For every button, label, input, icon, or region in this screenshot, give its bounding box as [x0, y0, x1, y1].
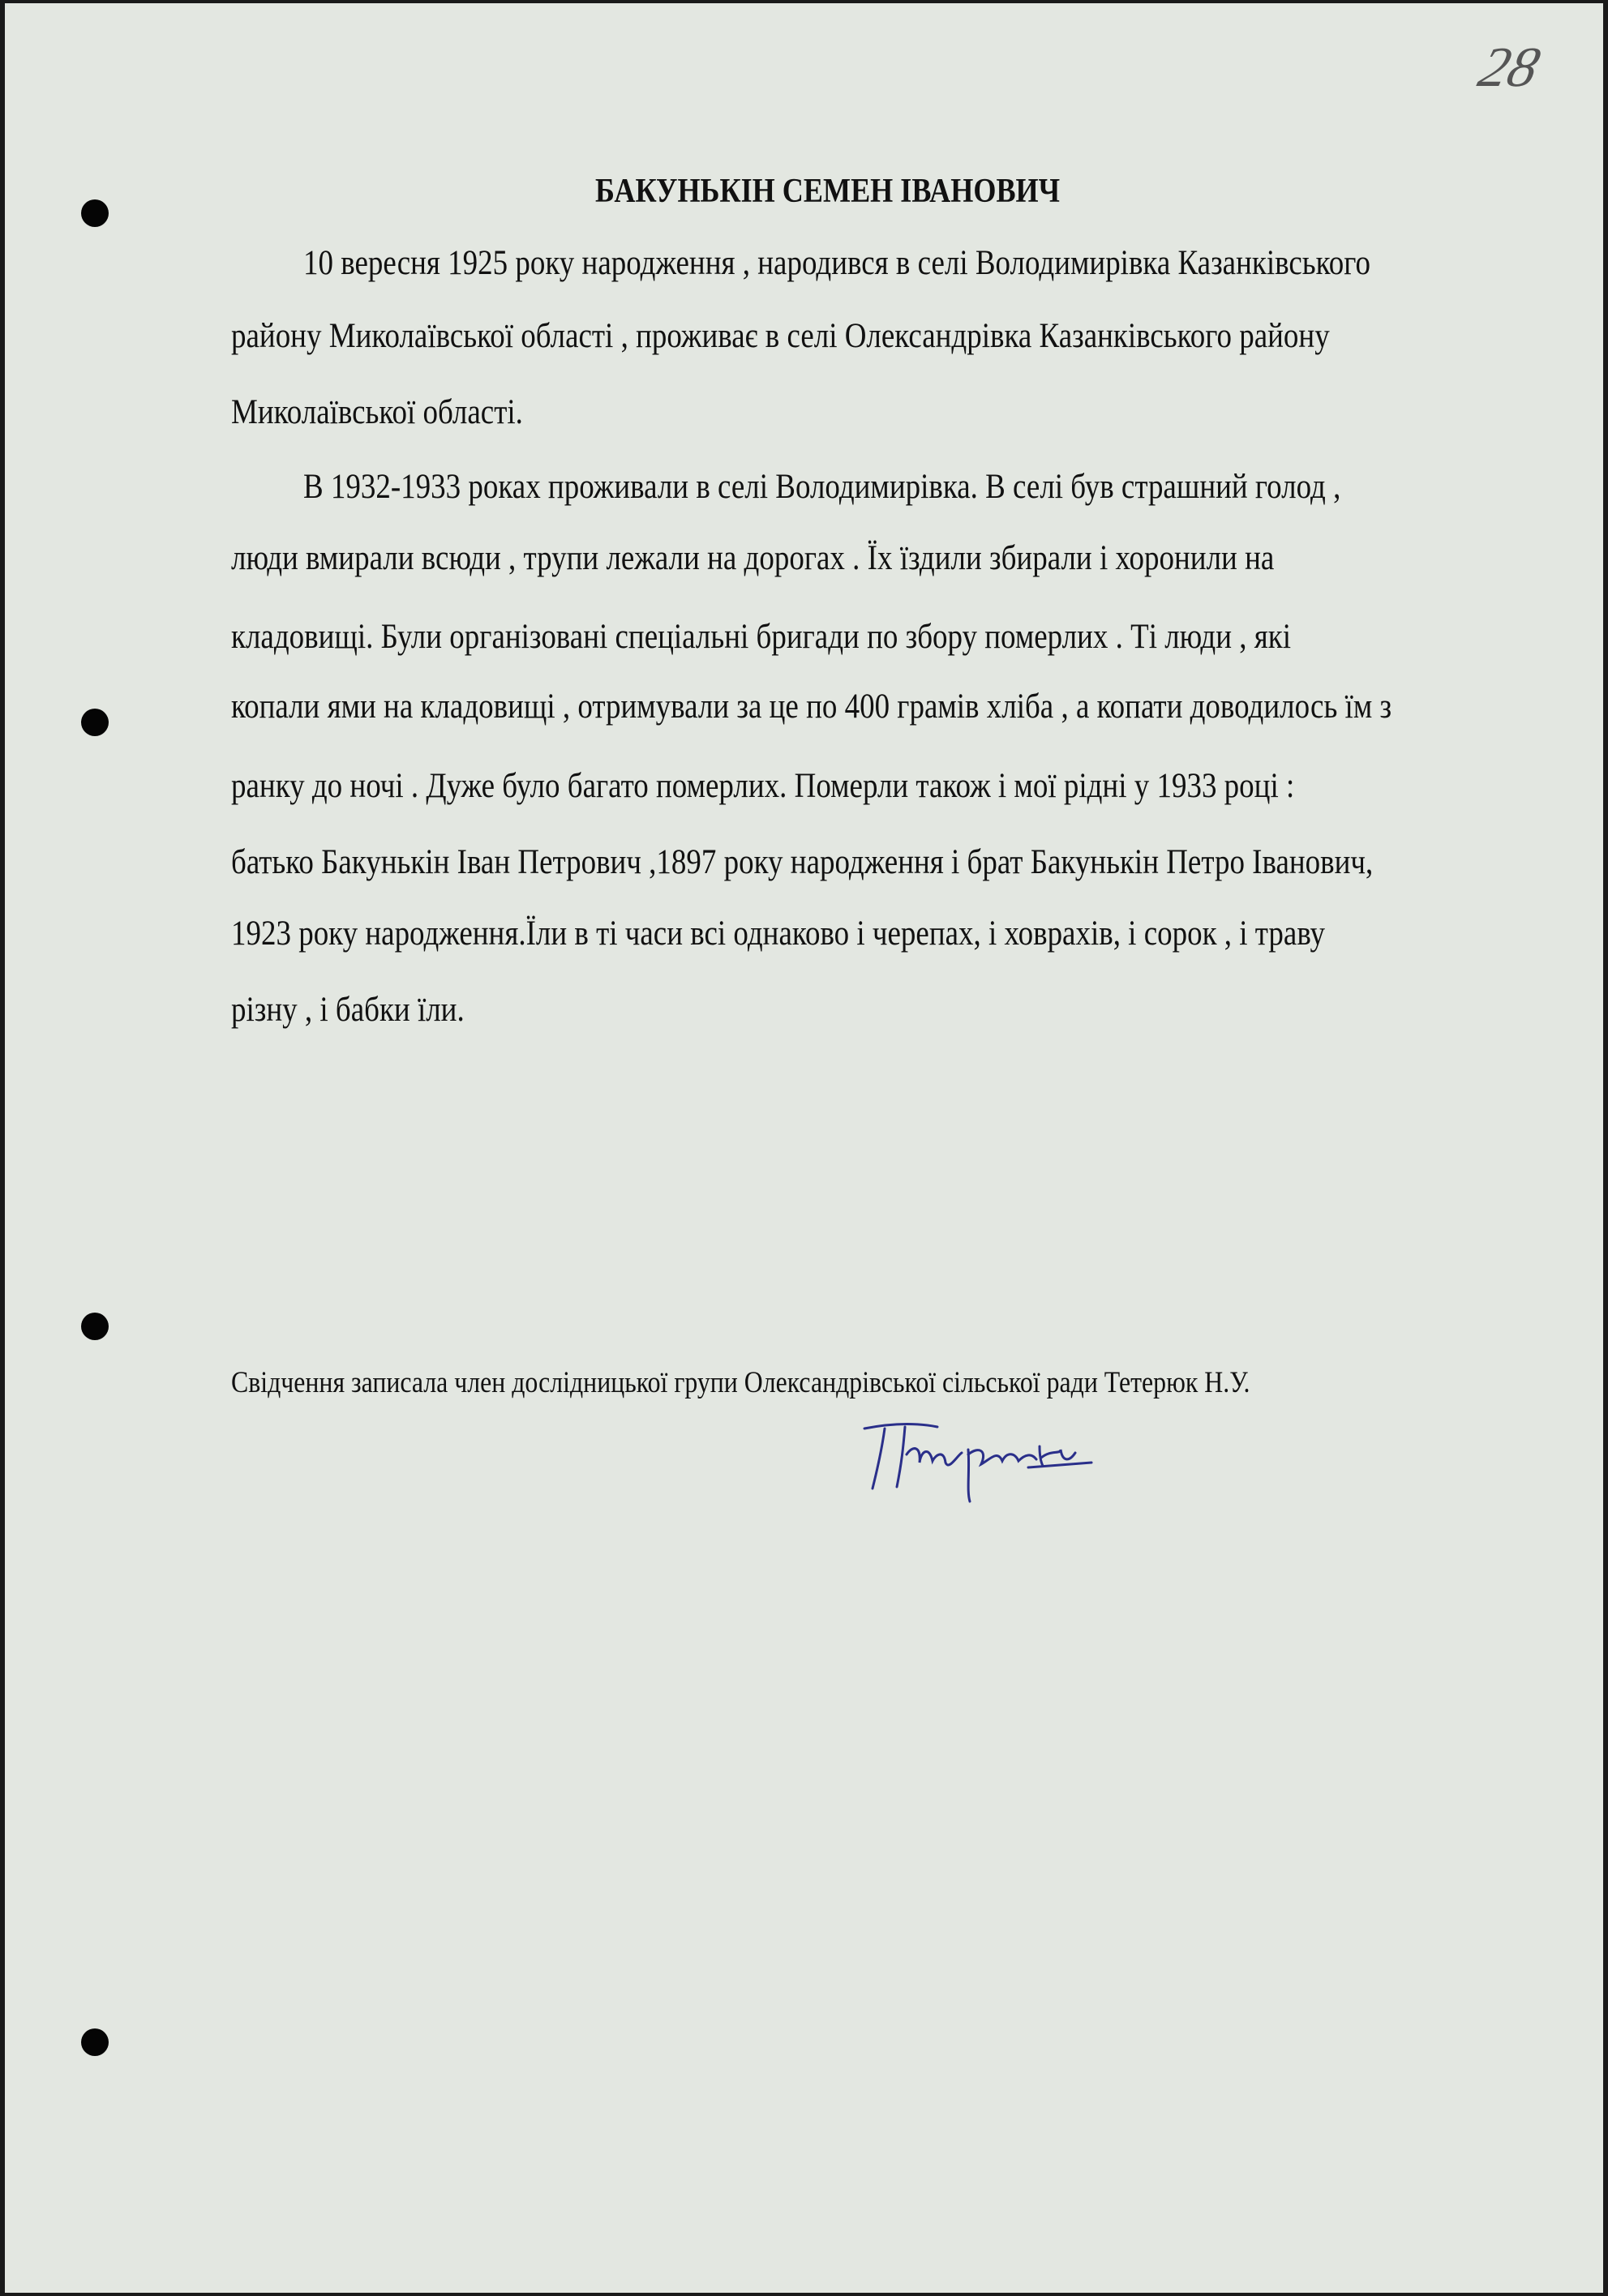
- text-line: батько Бакунькін Іван Петрович ,1897 року народження і брат Бакунькін Петро Іванович,: [231, 843, 1374, 881]
- page-number: 28: [1472, 36, 1546, 99]
- text-line: 1923 року народження.Їли в ті часи всі однаково і черепах, і ховрахів, і сорок , і траву: [231, 915, 1326, 953]
- text-line: копали ями на кладовищі , отримували за це по 400 грамів хліба , а копати доводилось їм з: [231, 688, 1392, 726]
- text-line: ранку до ночі . Дуже було багато померлих. Померли також і мої рідні у 1933 році :: [231, 767, 1295, 805]
- text-line: 10 вересня 1925 року народження , народився в селі Володимирівка Казанківського: [303, 244, 1370, 282]
- text-line: різну , і бабки їли.: [231, 991, 465, 1029]
- document-title: БАКУНЬКІН СЕМЕН ІВАНОВИЧ: [595, 173, 1061, 210]
- signature: [848, 1414, 1124, 1503]
- text-line: В 1932-1933 роках проживали в селі Володимирівка. В селі був страшний голод ,: [303, 468, 1341, 506]
- document-page: [5, 3, 1603, 2293]
- footer-note: Свідчення записала член дослідницької групи Олександрівської сільської ради Тетерюк Н.У.: [231, 1366, 1250, 1399]
- punch-hole: [81, 2028, 109, 2056]
- text-line: кладовищі. Були організовані спеціальні бригади по збору померлих . Ті люди , які: [231, 618, 1292, 656]
- text-line: району Миколаївської області , проживає в селі Олександрівка Казанківського району: [231, 317, 1330, 355]
- punch-hole: [81, 199, 109, 227]
- punch-hole: [81, 709, 109, 736]
- text-line: люди вмирали всюди , трупи лежали на дорогах . Їх їздили збирали і хоронили на: [231, 539, 1275, 577]
- punch-hole: [81, 1313, 109, 1340]
- text-line: Миколаївської області.: [231, 393, 523, 431]
